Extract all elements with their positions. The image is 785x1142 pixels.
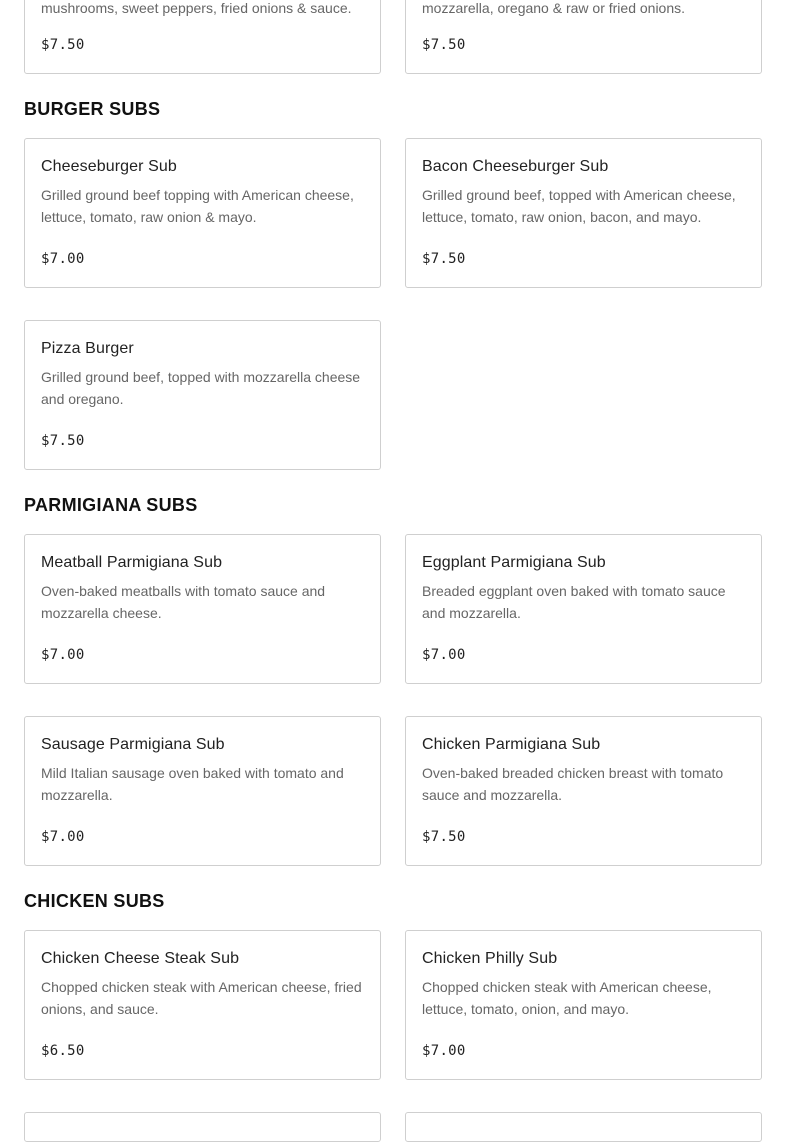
menu-item-card[interactable]: [24, 1112, 381, 1142]
menu-item-card[interactable]: [405, 138, 762, 288]
menu-item-card[interactable]: [24, 716, 381, 866]
menu-item-name: Chicken Parmigiana Sub: [422, 736, 601, 753]
menu-item-card[interactable]: [24, 930, 381, 1080]
menu-item-card[interactable]: [24, 0, 381, 74]
menu-item-name: Chicken Cheese Steak Sub: [41, 950, 240, 967]
menu-item-description: Grilled ground beef, topped with mozzarella cheese and oregano.: [41, 369, 361, 407]
menu-item-card[interactable]: [24, 138, 381, 288]
menu-item-name: Chicken Philly Sub: [422, 950, 558, 967]
menu-item-price: $7.50: [422, 829, 466, 845]
menu-item-price: $7.50: [41, 37, 85, 53]
menu-item-description: Chopped chicken steak with American cheese, fried onions, and sauce.: [41, 979, 362, 1017]
menu-item-description: Mild Italian sausage oven baked with tomato and mozzarella.: [41, 765, 344, 803]
menu-item-card[interactable]: [405, 1112, 762, 1142]
menu-item-name: Meatball Parmigiana Sub: [41, 554, 223, 571]
menu-item-price: $7.00: [41, 251, 85, 267]
menu-item-description: Breaded eggplant oven baked with tomato sauce and mozzarella.: [422, 583, 726, 621]
menu-item-price: $7.50: [422, 37, 466, 53]
menu-item-name: Sausage Parmigiana Sub: [41, 736, 225, 753]
menu-item-card[interactable]: [405, 930, 762, 1080]
menu-item-card[interactable]: [24, 534, 381, 684]
menu-item-price: $7.00: [41, 829, 85, 845]
menu-item-description: Oven-baked meatballs with tomato sauce and mozzarella cheese.: [41, 583, 326, 621]
menu-item-price: $7.50: [41, 433, 85, 449]
menu-item-description: Grilled ground beef, topped with American cheese, lettuce, tomato, raw onion, bacon, and mayo.: [422, 187, 736, 225]
menu-item-card[interactable]: [24, 320, 381, 470]
menu-item-price: $7.00: [422, 647, 466, 663]
menu-item-name: Bacon Cheeseburger Sub: [422, 158, 609, 175]
menu-item-name: Eggplant Parmigiana Sub: [422, 554, 606, 571]
section-title-chicken-subs: CHICKEN SUBS: [24, 891, 165, 911]
menu-item-price: $7.00: [422, 1043, 466, 1059]
section-title-parmigiana-subs: PARMIGIANA SUBS: [24, 495, 198, 515]
menu-item-name: Pizza Burger: [41, 340, 134, 357]
menu-item-price: $7.50: [422, 251, 466, 267]
menu-item-card[interactable]: [405, 716, 762, 866]
menu-item-card[interactable]: [405, 534, 762, 684]
menu-item-description: mozzarella, oregano & raw or fried onions.: [422, 0, 686, 16]
menu-item-description: mushrooms, sweet peppers, fried onions & sauce.: [41, 0, 352, 16]
menu-item-price: $6.50: [41, 1043, 85, 1059]
section-title-burger-subs: BURGER SUBS: [24, 99, 161, 119]
menu-item-description: Grilled ground beef topping with American cheese, lettuce, tomato, raw onion & mayo.: [41, 187, 354, 225]
menu-item-card[interactable]: [405, 0, 762, 74]
menu-item-price: $7.00: [41, 647, 85, 663]
menu-item-description: Oven-baked breaded chicken breast with tomato sauce and mozzarella.: [422, 765, 724, 803]
menu-item-name: Cheeseburger Sub: [41, 158, 177, 175]
menu-item-description: Chopped chicken steak with American cheese, lettuce, tomato, onion, and mayo.: [422, 979, 712, 1017]
